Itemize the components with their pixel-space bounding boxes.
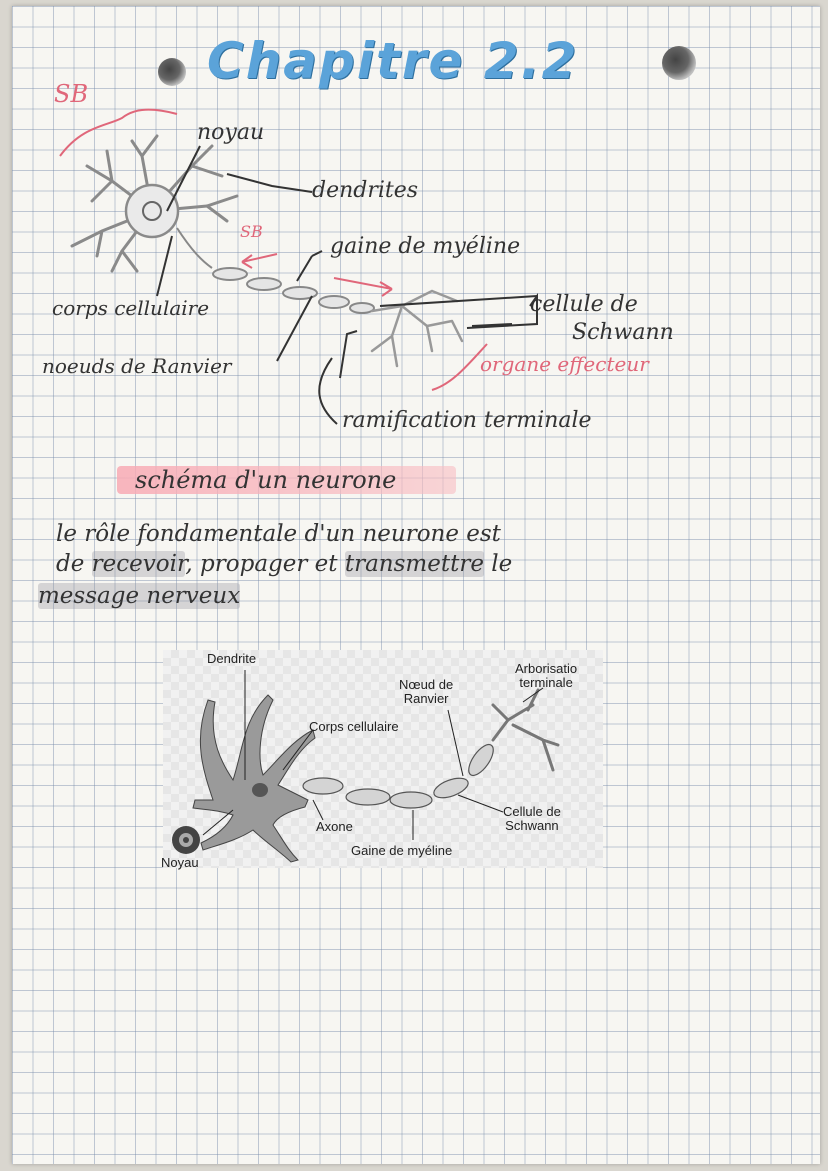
paragraph-line-1: le rôle fondamentale d'un neurone est (56, 521, 501, 547)
page-title: Chapitre 2.2 (207, 32, 579, 90)
diagram-label-gaine: Gaine de myéline (351, 843, 453, 858)
text-fragment: de (56, 551, 85, 577)
sketch-caption: schéma d'un neurone (117, 466, 456, 494)
neuron-sketch (12, 6, 820, 446)
text-fragment: le (491, 551, 513, 577)
label-noyau: noyau (197, 120, 265, 145)
diagram-label-dendrite: Dendrite (207, 651, 257, 666)
notebook-page (12, 6, 820, 1164)
text-fragment: , propager et (185, 551, 338, 577)
label-schwann: Schwann (572, 320, 674, 345)
diagram-label-arborisation: Arborisatio terminale (515, 661, 578, 690)
diagram-label-axone: Axone (316, 819, 353, 834)
highlight-message: message nerveux (38, 583, 241, 609)
label-gaine: gaine de myéline (330, 234, 521, 259)
label-noeuds: noeuds de Ranvier (42, 354, 232, 378)
diagram-label-cellule: Cellule de Schwann (503, 804, 561, 833)
highlight-transmettre: transmettre (344, 551, 484, 577)
diagram-label-noeud: Nœud de Ranvier (399, 677, 454, 706)
printed-neuron-diagram (163, 650, 603, 868)
paragraph-line-2 (56, 548, 512, 580)
diagram-label-noyau: Noyau (161, 855, 199, 870)
label-cellule-de: cellule de (530, 292, 638, 317)
label-ramification: ramification terminale (342, 408, 592, 433)
margin-tag: SB (54, 80, 89, 108)
highlight-recevoir: recevoir (91, 551, 186, 577)
tag-sb-small: SB (240, 222, 263, 241)
label-corps: corps cellulaire (52, 296, 210, 320)
diagram-label-corps: Corps cellulaire (309, 719, 399, 734)
label-dendrites: dendrites (312, 178, 419, 203)
paragraph-line-3 (38, 580, 240, 612)
label-organe: organe effecteur (480, 352, 649, 376)
